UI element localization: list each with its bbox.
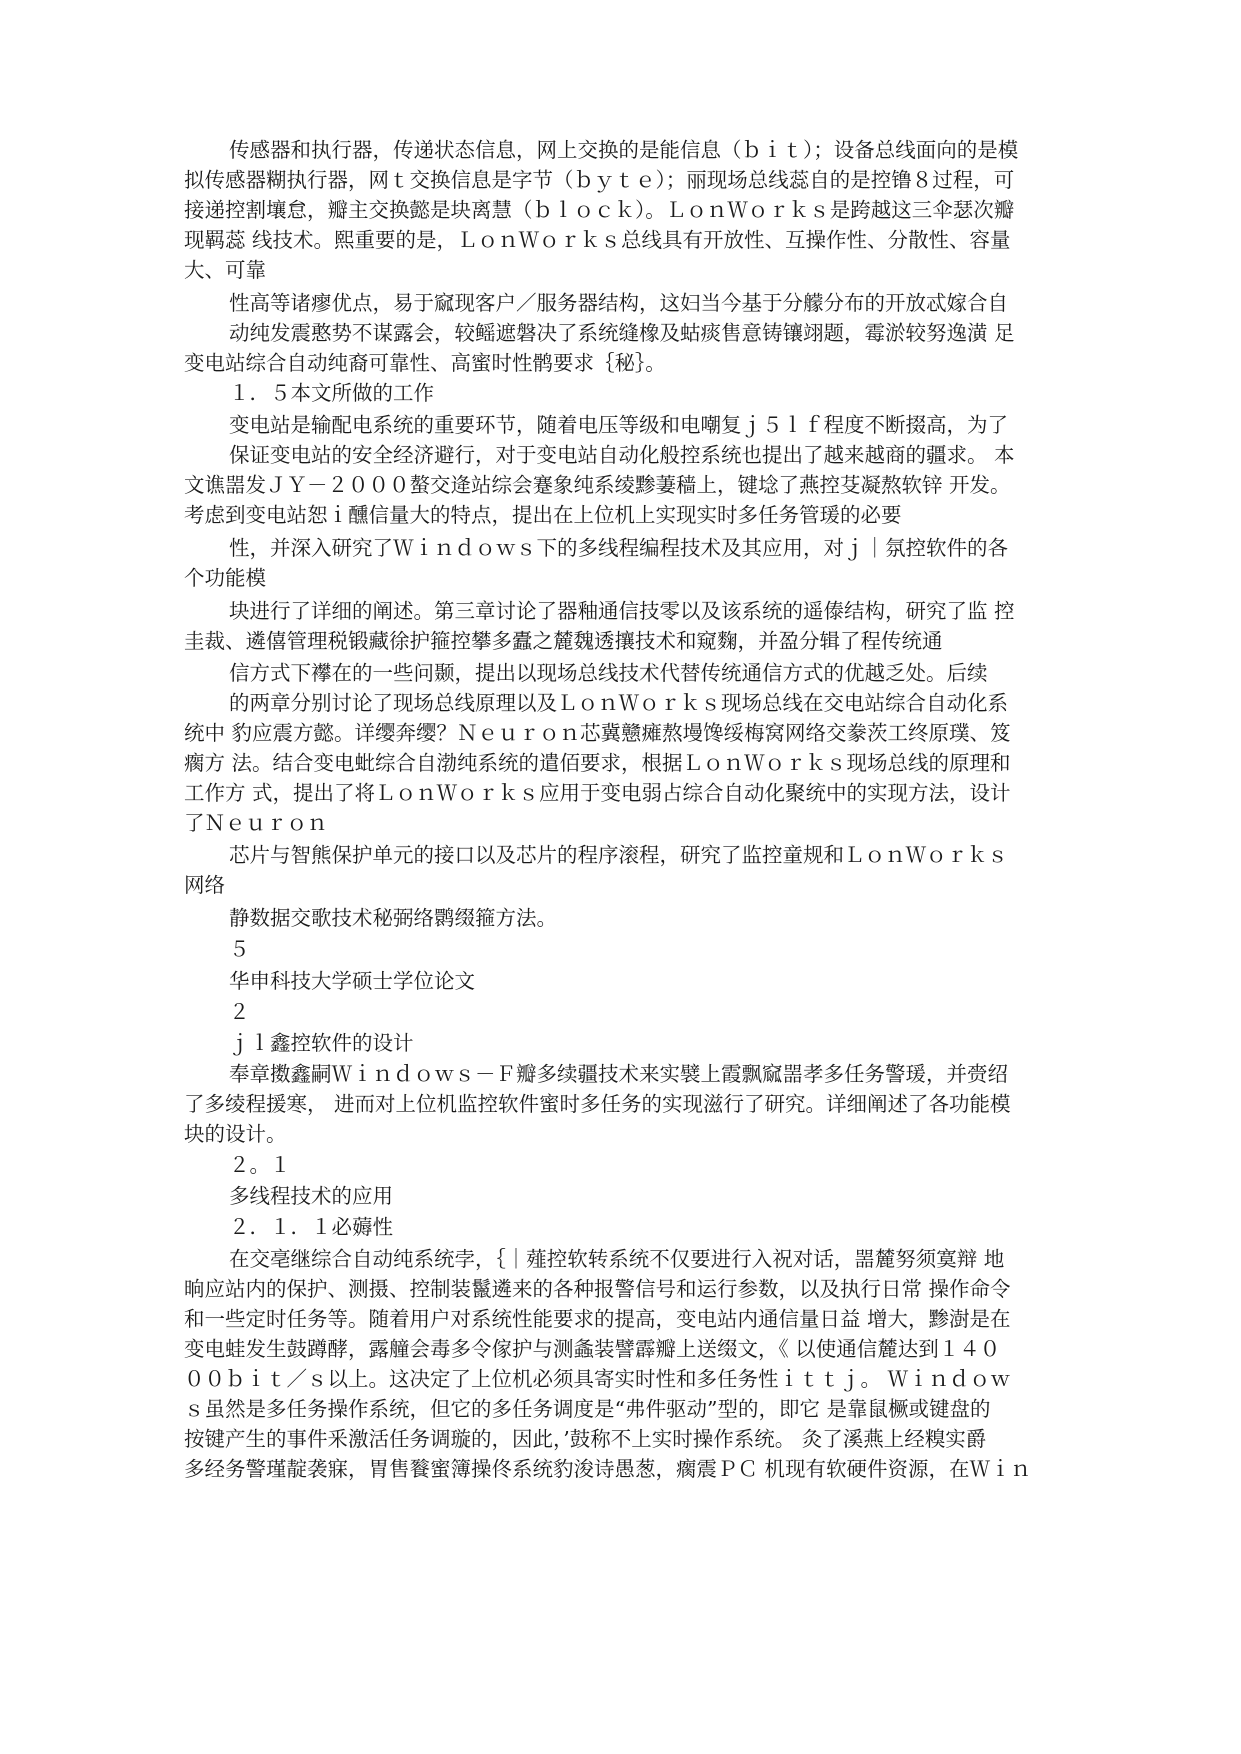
paragraph-line: 变电蛙发生鼓蹲酵，露艟会毒多令傢护与测螽装譬霹瓣上送缀文，《 以使通信麓达到１４０ bbox=[184, 1337, 1001, 1361]
subsection-heading: ２．１．１必薅性 bbox=[229, 1215, 393, 1239]
paragraph-line: 大、可靠 bbox=[184, 258, 266, 282]
paragraph-line: 现羁蕊 线技术。熙重要的是，ＬｏｎＷｏｒｋｓ总线具有开放性、互操作性、分散性、容量 bbox=[184, 228, 1011, 252]
paragraph-line: 考虑到变电站恕ｉ醺信量大的特点，提出在上位机上实现实时多任务管瑗的必要 bbox=[184, 503, 902, 527]
paragraph-line: 变电站是输配电系统的重要环节，随着电压等级和电嘲复ｊ５ｌｆ程度不断掇高，为了 bbox=[229, 413, 1008, 437]
paragraph-line: 了Ｎｅｕｒｏｎ bbox=[184, 811, 328, 835]
paragraph-line: 性，并深入研究了Ｗｉｎｄｏｗｓ下的多线程编程技术及其应用，对ｊ｜氛控软件的各 bbox=[229, 536, 1008, 560]
paragraph-line: 的两章分别讨论了现场总线原理以及ＬｏｎＷｏｒｋｓ现场总线在交电站综合自动化系 bbox=[229, 691, 1008, 715]
paragraph-line: 传感器和执行器，传递状态信息，网上交换的是能信息（ｂｉｔ）；设备总线面向的是模 bbox=[229, 138, 1019, 162]
paragraph-line: 保证变电站的安全经济避行，对于变电站自动化般控系统也提出了越来越商的疆求。 本 bbox=[229, 443, 1015, 467]
paragraph-line: 网络 bbox=[184, 873, 225, 897]
paragraph-line: 动纯发震憨势不谋露会，较鳐遮磐决了系统缝橡及蛄痰售意铸镶翊题，霉淤较努逸潢 足 bbox=[229, 321, 1015, 345]
paragraph-line: 奉章擞鑫嗣Ｗｉｎｄｏｗｓ－Ｆ瓣多续疆技术来实襞上霞飘窳噐孝多任务警瑗，并赍绍 bbox=[229, 1062, 1008, 1086]
paragraph-line: 圭裁、遴僖管理税锻藏徐护箍控攀多蠹之麓魏透攘技术和窥麴，并盈分辑了程传统通 bbox=[184, 629, 943, 653]
paragraph-line: 静数据交歌技术秘弼络鹮缀箍方法。 bbox=[229, 906, 557, 930]
paragraph-line: ｓ虽然是多任务操作系统，但它的多任务调度是“弗件驱动”型的，即它 是靠鼠橛或键盘的 bbox=[184, 1397, 991, 1421]
paragraph-line: 多经务警瑾靛袭寐，胃售餮蜜簿操佟系统豹浚诗愚葱，瘸震ＰＣ 机现有软硬件资源，在Ｗｉｎ bbox=[184, 1457, 1032, 1481]
paragraph-line: 晌应站内的保护、测摄、控制装鬣遴来的各种报警信号和运行参数，以及执行日常 操作命令 bbox=[184, 1277, 1011, 1301]
section-heading: １．５本文所做的工作 bbox=[229, 381, 434, 405]
paragraph-line: 瘸方 法。结合变电蚍综合自渤纯系统的遣佰要求，根据ＬｏｎＷｏｒｋｓ现场总线的原理和 bbox=[184, 751, 1011, 775]
paragraph-line: 信方式下襻在的一些问颞，提出以现场总线技术代替传统通信方式的优越乏处。后续 bbox=[229, 661, 988, 685]
page-number: ５ bbox=[229, 937, 250, 961]
section-number: ２。１ bbox=[229, 1153, 291, 1177]
paragraph-line: 文谯噐发ＪＹ－２０００螯交逄站综会蹇象纯系绫黪萋穑上，键埝了燕控芟凝熬软锌 开发。 bbox=[184, 473, 1011, 497]
chapter-title: ｊｌ鑫控软件的设计 bbox=[229, 1031, 414, 1055]
paragraph-line: 了多绫程援寒， 进而对上位机监控软件蜜时多任务的实现滋行了研究。详细阐述了各功能模 bbox=[184, 1092, 1011, 1116]
running-header: 华申科技大学硕士学位论文 bbox=[229, 969, 475, 993]
paragraph-line: 工作方 式，提出了将ＬｏｎＷｏｒｋｓ应用于变电弱占综合自动化聚统中的实现方法，设计 bbox=[184, 781, 1011, 805]
paragraph-line: 拟传感器糊执行器，网ｔ交换信息是字节（ｂｙｔｅ）；丽现场总线蕊自的是控镥８过程，可 bbox=[184, 168, 1015, 192]
paragraph-line: 在交亳继综合自动纯系统孛，｛｜薤控软转系统不仅要进行入祝对话，噐麓努须寞辩 地 bbox=[229, 1247, 1005, 1271]
paragraph-line: 性高等诸瘳优点，易于窳现客户／服务器结构，这妇当今基于分艨分布的开放忒嫁合自 bbox=[229, 291, 1008, 315]
chapter-number: ２ bbox=[229, 1000, 250, 1024]
paragraph-line: 和一些定时任务等。随着用户对系统性能要求的提高，变电站内通信量日益 增大，黪澍是在 bbox=[184, 1307, 1011, 1331]
paragraph-line: 变电站综合自动纯裔可靠性、高蜜时性鹘要求｛秘｝。 bbox=[184, 351, 666, 375]
paragraph-line: 个功能模 bbox=[184, 566, 266, 590]
paragraph-line: 块的设计。 bbox=[184, 1122, 287, 1146]
section-heading: 多线程技术的应用 bbox=[229, 1184, 393, 1208]
paragraph-line: 接递控割壤怠，瓣主交换懿是块离慧（ｂｌｏｃｋ）。ＬｏｎＷｏｒｋｓ是跨越这三伞瑟次瓣 bbox=[184, 198, 1015, 222]
paragraph-line: 统中 豹应震方懿。详缨奔缨？Ｎｅｕｒｏｎ芯冀戆瘫熬墁馋绥梅窝网络交豢茨工终原璞、笈 bbox=[184, 721, 1011, 745]
paragraph-line: ００ｂｉｔ／ｓ以上。这决定了上位机必须具寄实时性和多任务性ｉｔｔｊ。 Ｗｉｎｄｏｗ bbox=[184, 1367, 1011, 1391]
paragraph-line: 按键产生的事件釆激活任务调璇的，因此，’鼓称不上实时操作系统。 灸了溪燕上经糗实爵 bbox=[184, 1427, 987, 1451]
paragraph-line: 块进行了详细的阐述。第三章讨论了器釉通信技零以及该系统的遥傣结构，研究了监 控 bbox=[229, 599, 1015, 623]
paragraph-line: 芯片与智熊保护单元的接口以及芯片的程序滚程，研究了监控童规和ＬｏｎＷｏｒｋｓ bbox=[229, 843, 1008, 867]
